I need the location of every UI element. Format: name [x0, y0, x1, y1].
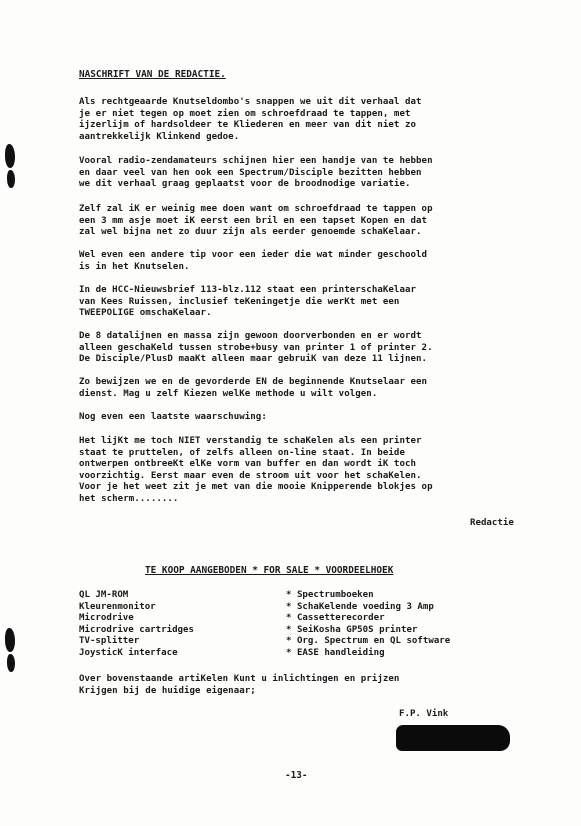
paragraph: Als rechtgeaarde Knutseldombo's snappen we uit dit verhaal dat je er niet tegen op moet zien om schroefdraad te tappen, met ijzerlijm of hardsoldeer te Kliederen en meer van dit niet zo aantrekkelijk Klinkend gedoe. [79, 97, 422, 142]
list-item: * Org. Spectrum en QL software [286, 636, 451, 647]
paragraph: Nog even een laatste waarschuwing: [79, 412, 267, 422]
punch-hole-mark [5, 628, 15, 652]
sale-left-list [79, 590, 194, 660]
page-number: -13- [285, 770, 308, 781]
list-item: * EASE handleiding [286, 647, 385, 658]
contact-name: F.P. Vink [399, 709, 449, 719]
punch-hole-mark [7, 170, 15, 188]
section-heading: NASCHRIFT VAN DE REDACTIE. [79, 69, 226, 80]
list-item: TV-splitter [79, 636, 140, 647]
list-item: QL JM-ROM [79, 590, 129, 600]
paragraph: Zo bewijzen we en de gevorderde EN de beginnende Knutselaar een dienst. Mag u zelf Kiezen welKe methode u wilt volgen. [79, 377, 428, 399]
paragraph: De 8 datalijnen en massa zijn gewoon doorverbonden en er wordt alleen geschaKeld tussen strobe+busy van printer 1 of printer 2. De Disciple/PlusD maaKt alleen maar gebruiK van deze 11 lijnen. [79, 331, 433, 365]
sale-right-list [286, 590, 450, 660]
paragraph: In de HCC-Nieuwsbrief 113-blz.112 staat een printerschaKelaar van Kees Ruissen, inclusief teKeningetje die werKt met een TWEEPOLIGE omschaKelaar. [79, 285, 417, 319]
list-item: Microdrive cartridges [79, 624, 194, 635]
paragraph: Wel even een andere tip voor een ieder die wat minder geschoold is in het Knutselen. [79, 250, 428, 272]
list-item: * Cassetterecorder [286, 613, 385, 624]
punch-hole-mark [5, 144, 15, 168]
signoff: Redactie [470, 518, 514, 528]
sale-note: Over bovenstaande artiKelen Kunt u inlichtingen en prijzen Krijgen bij de huidige eigenaar; [79, 674, 400, 696]
list-item: * SchaKelende voeding 3 Amp [286, 601, 434, 612]
paragraph: Zelf zal iK er weinig mee doen want om schroefdraad te tappen op een 3 mm asje moet iK eerst een bril en een tapset Kopen en dat zal wel bijna net zo duur zijn als eerder genoemde schaKelaar. [79, 204, 433, 238]
redaction-bar [396, 725, 510, 751]
list-item: Kleurenmonitor [79, 601, 156, 612]
paragraph: Vooral radio-zendamateurs schijnen hier een handje van te hebben en daar veel van hen ook een Spectrum/Disciple bezitten hebben we dit verhaal graag geplaatst voor de broodnodige variatie. [79, 156, 433, 190]
sale-heading: TE KOOP AANGEBODEN * FOR SALE * VOORDEELHOEK [145, 565, 394, 576]
punch-hole-mark [7, 654, 15, 672]
paragraph: Het lijKt me toch NIET verstandig te schaKelen als een printer staat te pruttelen, of zelfs alleen on-line staat. In beide ontwerpen ontbreeKt elKe vorm van buffer en dan wordt iK toch voorzichtig. Eerst maar even de stroom uit voor het schaKelen. Voor je het weet zit je met van die mooie Knipperende blokjes op het scherm........ [79, 436, 433, 504]
list-item: JoysticK interface [79, 647, 178, 658]
list-item: * Spectrumboeken [286, 590, 374, 600]
list-item: * SeiKosha GP50S printer [286, 624, 418, 635]
list-item: Microdrive [79, 613, 134, 624]
